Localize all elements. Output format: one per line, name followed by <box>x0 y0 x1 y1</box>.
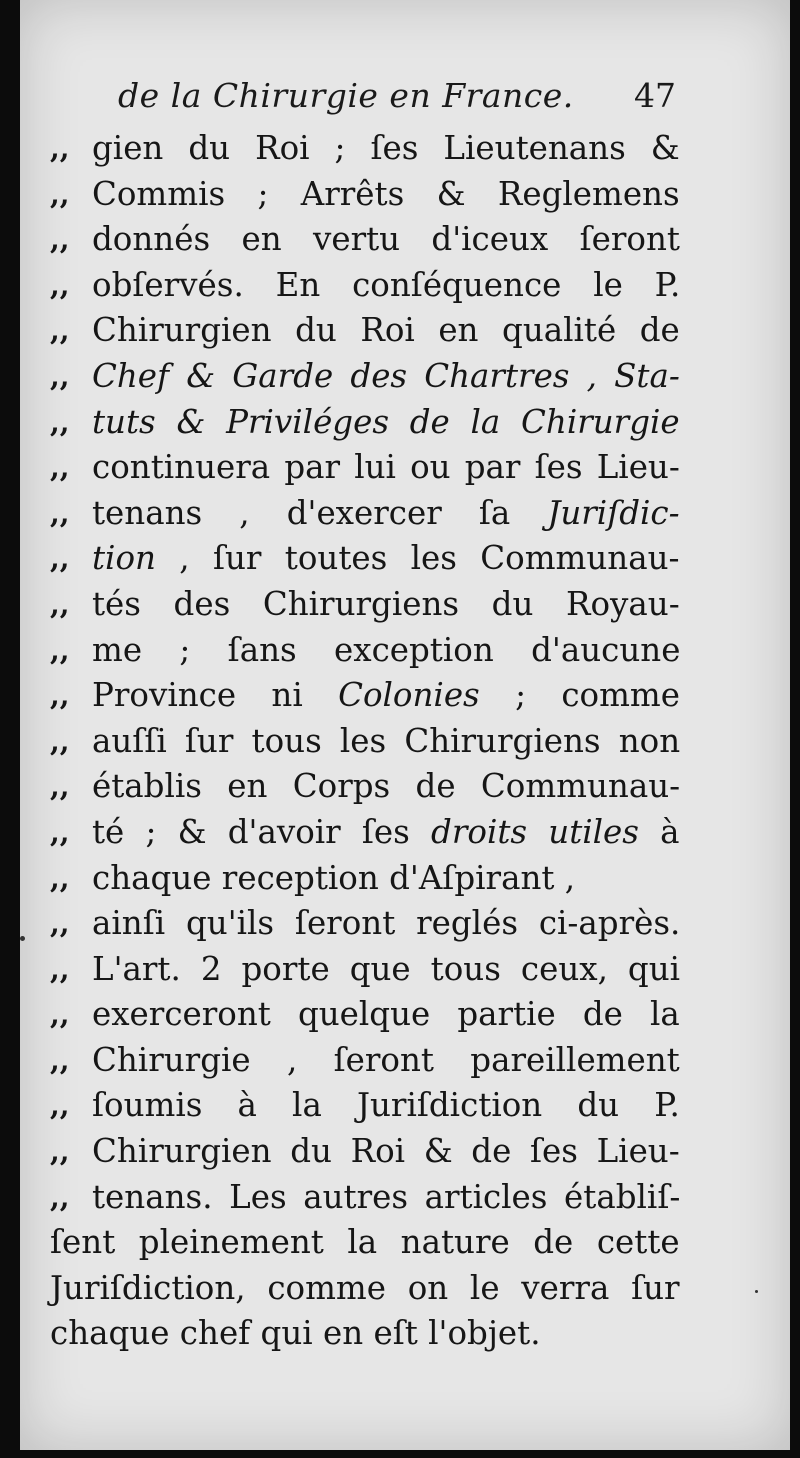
line-text <box>92 582 680 628</box>
line-text <box>92 992 680 1038</box>
text-segment: gien du Roi ; ſes Lieutenans & <box>92 129 680 167</box>
text-segment: chaque chef qui en eſt l'objet. <box>50 1314 541 1353</box>
line-text <box>92 764 680 810</box>
text-line <box>50 992 690 1038</box>
text-segment: me ; ſans exception d'aucune <box>92 630 681 669</box>
text-line <box>50 1311 690 1357</box>
quotation-mark: ,, <box>50 724 70 758</box>
quotation-mark: ,, <box>50 1043 70 1077</box>
text-segment: ſent pleinement la nature de cette <box>50 1223 680 1262</box>
quotation-mark: ,, <box>50 223 70 257</box>
line-text <box>92 901 680 947</box>
text-line <box>50 810 690 856</box>
page-header <box>118 70 678 126</box>
text-segment: Chirurgien du Roi & de ſes Lieu- <box>92 1132 680 1171</box>
text-segment: té ; & d'avoir ſes <box>92 812 432 851</box>
text-line <box>50 445 690 491</box>
text-line <box>50 354 690 400</box>
quotation-mark: ,, <box>50 451 70 485</box>
line-text <box>92 126 680 172</box>
text-segment: Province ni <box>92 676 339 715</box>
text-segment: Chirurgien du Roi en qualité de <box>92 311 680 350</box>
text-segment: Commis ; Arrêts & Reglemens <box>92 174 680 213</box>
text-segment: donnés en vertu d'iceux ſeront <box>92 220 680 259</box>
line-text <box>92 810 680 856</box>
text-line <box>50 582 690 628</box>
text-line <box>50 491 690 537</box>
quotation-mark: ,, <box>50 952 70 986</box>
text-line <box>50 126 690 172</box>
quotation-mark: ,, <box>50 633 70 667</box>
text-segment: exerceront quelque partie de la <box>92 995 680 1034</box>
text-segment: chaque reception d'Aſpirant , <box>92 858 576 897</box>
text-line <box>50 856 690 902</box>
line-text <box>92 217 680 263</box>
quotation-mark: ,, <box>50 998 70 1032</box>
quotation-mark: ,, <box>50 861 70 895</box>
line-text <box>92 263 680 309</box>
text-line <box>50 1266 690 1312</box>
quotation-mark: ,, <box>50 1089 70 1123</box>
text-line <box>50 1083 690 1129</box>
italic-segment: tuts & Priviléges de la Chirurgie <box>92 402 680 441</box>
text-segment: auſſi ſur tous les Chirurgiens non <box>92 721 681 760</box>
text-line <box>50 719 690 765</box>
quotation-mark: ,, <box>50 815 70 849</box>
text-line <box>50 400 690 446</box>
text-segment: tés des Chirurgiens du Royau- <box>92 584 680 623</box>
line-text <box>92 172 680 218</box>
text-segment: ſoumis à la Juriſdiction du P. <box>92 1086 680 1125</box>
italic-segment: Juriſdic- <box>547 493 680 532</box>
page-number: 47 <box>634 76 676 115</box>
line-text <box>92 491 680 537</box>
line-text <box>92 400 680 446</box>
text-segment: ainſi qu'ils ſeront reglés ci-après. <box>92 904 681 943</box>
quotation-mark: ,, <box>50 268 70 302</box>
text-segment: Juriſdiction, comme on le verra ſur <box>50 1268 680 1307</box>
quotation-mark: ,, <box>50 132 70 165</box>
text-segment: ; comme <box>479 676 680 715</box>
quotation-mark: ,, <box>50 542 70 576</box>
text-segment: tenans , d'exercer ſa <box>92 493 548 532</box>
line-text <box>50 1311 541 1357</box>
line-text <box>92 719 680 765</box>
quotation-mark: ,, <box>50 679 70 713</box>
text-line <box>50 1175 690 1221</box>
text-line <box>50 764 690 810</box>
ink-speck <box>755 1290 758 1293</box>
quotation-mark: ,, <box>50 587 70 621</box>
quotation-mark: ,, <box>50 177 70 211</box>
line-text <box>92 947 680 993</box>
line-text <box>92 1129 680 1175</box>
quotation-mark: ,, <box>50 907 70 941</box>
quotation-mark: ,, <box>50 314 70 348</box>
line-text <box>92 308 680 354</box>
running-head: de la Chirurgie en France. <box>118 76 574 115</box>
text-line <box>50 673 690 719</box>
text-segment: obſervés. En conſéquence le P. <box>92 265 681 304</box>
text-segment: , ſur toutes les Communau- <box>155 539 680 578</box>
text-line <box>50 308 690 354</box>
line-text <box>50 1266 680 1312</box>
ink-speck <box>20 936 25 941</box>
text-line <box>50 628 690 674</box>
quotation-mark: ,, <box>50 770 70 804</box>
text-segment: tenans. Les autres articles établiſ- <box>92 1177 681 1216</box>
line-text <box>92 354 680 400</box>
text-line <box>50 217 690 263</box>
body-text <box>50 126 690 1357</box>
line-text <box>92 445 680 491</box>
line-text <box>92 856 575 902</box>
line-text <box>92 673 680 719</box>
text-segment: L'art. 2 porte que tous ceux, qui <box>92 949 681 988</box>
book-page <box>20 0 790 1450</box>
line-text <box>92 536 680 582</box>
line-text <box>92 628 680 674</box>
quotation-mark: ,, <box>50 359 70 393</box>
line-text <box>92 1175 680 1221</box>
text-line <box>50 536 690 582</box>
line-text <box>92 1038 680 1084</box>
quotation-mark: ,, <box>50 405 70 439</box>
text-line <box>50 172 690 218</box>
italic-segment: Colonies <box>338 676 480 715</box>
text-line <box>50 263 690 309</box>
text-segment: continuera par lui ou par ſes Lieu- <box>92 448 680 487</box>
quotation-mark: ,, <box>50 1180 70 1214</box>
text-segment: Chirurgie , ſeront pareillement <box>92 1040 680 1079</box>
quotation-mark: ,, <box>50 496 70 530</box>
line-text <box>50 1220 680 1266</box>
text-segment: établis en Corps de Communau- <box>92 767 681 806</box>
line-text <box>92 1083 680 1129</box>
text-segment: à <box>638 812 680 851</box>
text-line <box>50 1220 690 1266</box>
text-line <box>50 1038 690 1084</box>
italic-segment: tion <box>92 539 156 578</box>
quotation-mark: ,, <box>50 1135 70 1169</box>
text-line <box>50 947 690 993</box>
text-line <box>50 901 690 947</box>
italic-segment: droits utiles <box>431 812 639 851</box>
text-line <box>50 1129 690 1175</box>
italic-segment: Chef & Garde des Chartres , Sta- <box>92 356 680 395</box>
